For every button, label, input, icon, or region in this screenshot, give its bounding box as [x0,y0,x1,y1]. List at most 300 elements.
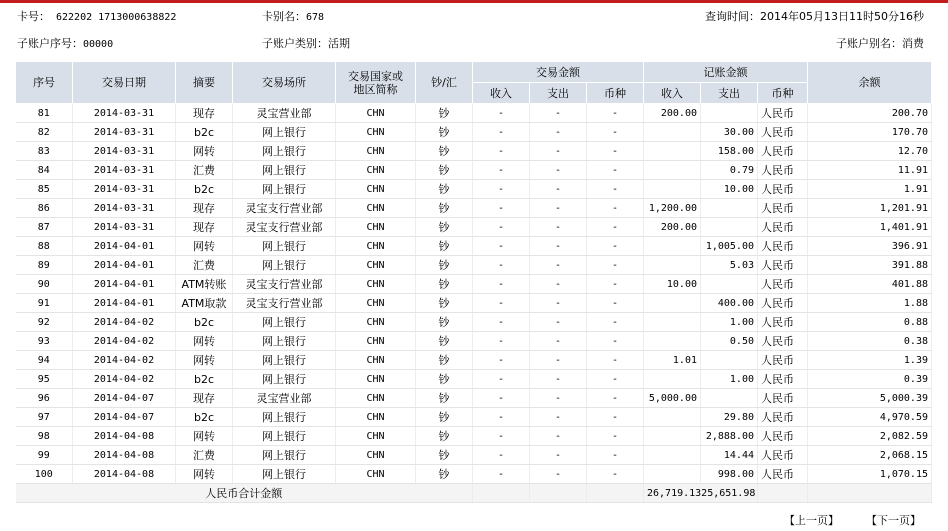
book-currency-cell: 人民币 [758,104,808,123]
total-txn-income [473,484,530,503]
sub-account-alias-label: 子账户别名： [836,37,902,50]
summary-cell: 汇费 [176,161,233,180]
book-income-cell: 200.00 [644,218,701,237]
seq-cell: 95 [16,370,73,389]
summary-cell: b2c [176,313,233,332]
txn-income-cell: - [473,465,530,484]
col-seq-header: 序号 [16,62,73,104]
query-time-label: 查询时间： [705,10,761,23]
summary-cell: 汇费 [176,446,233,465]
col-cash-header: 钞/汇 [416,62,473,104]
cash-cell: 钞 [416,180,473,199]
book-expense-cell: 29.80 [701,408,758,427]
summary-cell: 现存 [176,389,233,408]
seq-cell: 99 [16,446,73,465]
balance-cell: 1.39 [808,351,932,370]
country-cell: CHN [336,351,416,370]
book-income-cell [644,465,701,484]
date-cell: 2014-04-01 [73,294,176,313]
txn-income-cell: - [473,294,530,313]
book-currency-cell: 人民币 [758,256,808,275]
book-income-cell [644,142,701,161]
table-row [16,332,932,351]
table-row [16,370,932,389]
summary-cell: b2c [176,408,233,427]
book-income-cell: 1,200.00 [644,199,701,218]
table-row [16,465,932,484]
txn-expense-cell: - [530,104,587,123]
seq-cell: 86 [16,199,73,218]
book-income-cell [644,313,701,332]
seq-cell: 96 [16,389,73,408]
balance-cell: 2,082.59 [808,427,932,446]
balance-cell: 2,068.15 [808,446,932,465]
balance-cell: 200.70 [808,104,932,123]
total-balance [808,484,932,503]
country-cell: CHN [336,370,416,389]
txn-expense-cell: - [530,408,587,427]
txn-income-cell: - [473,446,530,465]
place-cell: 网上银行 [233,332,336,351]
book-expense-cell: 1,005.00 [701,237,758,256]
date-cell: 2014-04-02 [73,351,176,370]
txn-expense-cell: - [530,123,587,142]
total-amount: 26,719.1325,651.98 [644,484,758,503]
total-label: 人民币合计金额 [16,484,473,503]
txn-expense-cell: - [530,275,587,294]
cash-cell: 钞 [416,313,473,332]
seq-cell: 88 [16,237,73,256]
table-row [16,408,932,427]
book-income-cell: 10.00 [644,275,701,294]
card-alias-value: 678 [306,12,325,23]
sub-account-alias-value: 消费 [902,37,924,50]
col-place-header: 交易场所 [233,62,336,104]
txn-currency-cell: - [587,199,644,218]
txn-income-cell: - [473,332,530,351]
card-number-label: 卡号： [17,10,50,23]
col-txn-expense-header: 支出 [530,83,587,104]
balance-cell: 12.70 [808,142,932,161]
summary-cell: 网转 [176,142,233,161]
balance-cell: 391.88 [808,256,932,275]
prev-page-link[interactable]: 【上一页】 [784,514,839,527]
txn-currency-cell: - [587,218,644,237]
book-currency-cell: 人民币 [758,408,808,427]
txn-income-cell: - [473,389,530,408]
country-cell: CHN [336,389,416,408]
book-income-cell [644,237,701,256]
book-currency-cell: 人民币 [758,199,808,218]
txn-income-cell: - [473,427,530,446]
book-expense-cell: 0.50 [701,332,758,351]
summary-cell: 网转 [176,237,233,256]
book-income-cell [644,446,701,465]
table-row [16,237,932,256]
place-cell: 网上银行 [233,180,336,199]
balance-cell: 5,000.39 [808,389,932,408]
seq-cell: 91 [16,294,73,313]
date-cell: 2014-03-31 [73,180,176,199]
summary-cell: 网转 [176,351,233,370]
book-expense-cell [701,351,758,370]
col-txn-amount-header: 交易金额 [473,62,644,83]
txn-income-cell: - [473,199,530,218]
date-cell: 2014-04-08 [73,427,176,446]
col-book-income-header: 收入 [644,83,701,104]
txn-expense-cell: - [530,294,587,313]
sub-account-seq-field [17,35,113,54]
txn-currency-cell: - [587,237,644,256]
book-currency-cell: 人民币 [758,275,808,294]
seq-cell: 89 [16,256,73,275]
seq-cell: 98 [16,427,73,446]
txn-income-cell: - [473,408,530,427]
col-txn-income-header: 收入 [473,83,530,104]
book-expense-cell: 1.00 [701,370,758,389]
txn-income-cell: - [473,123,530,142]
sub-account-type-field [262,35,350,53]
col-balance-header: 余额 [808,62,932,104]
txn-expense-cell: - [530,427,587,446]
balance-cell: 1.91 [808,180,932,199]
book-expense-cell: 400.00 [701,294,758,313]
txn-currency-cell: - [587,446,644,465]
cash-cell: 钞 [416,161,473,180]
country-cell: CHN [336,199,416,218]
country-cell: CHN [336,446,416,465]
txn-income-cell: - [473,275,530,294]
txn-income-cell: - [473,237,530,256]
place-cell: 网上银行 [233,123,336,142]
total-currency [758,484,808,503]
txn-expense-cell: - [530,256,587,275]
book-currency-cell: 人民币 [758,218,808,237]
date-cell: 2014-04-07 [73,389,176,408]
country-cell: CHN [336,180,416,199]
table-row [16,351,932,370]
txn-currency-cell: - [587,351,644,370]
txn-currency-cell: - [587,123,644,142]
place-cell: 网上银行 [233,446,336,465]
sub-account-seq-label: 子账户序号： [17,37,83,50]
table-row [16,427,932,446]
country-cell: CHN [336,123,416,142]
txn-currency-cell: - [587,332,644,351]
txn-expense-cell: - [530,465,587,484]
query-time-field [705,8,924,26]
table-row [16,161,932,180]
table-row [16,180,932,199]
book-currency-cell: 人民币 [758,332,808,351]
country-cell: CHN [336,256,416,275]
seq-cell: 87 [16,218,73,237]
seq-cell: 94 [16,351,73,370]
summary-cell: b2c [176,123,233,142]
table-header-row [16,62,932,83]
date-cell: 2014-04-02 [73,370,176,389]
summary-cell: b2c [176,180,233,199]
country-cell: CHN [336,465,416,484]
sub-account-type-value: 活期 [328,37,350,50]
date-cell: 2014-04-02 [73,313,176,332]
book-income-cell: 5,000.00 [644,389,701,408]
total-row [16,484,932,503]
book-currency-cell: 人民币 [758,351,808,370]
summary-cell: 网转 [176,427,233,446]
seq-cell: 90 [16,275,73,294]
book-currency-cell: 人民币 [758,389,808,408]
balance-cell: 0.38 [808,332,932,351]
book-expense-cell [701,218,758,237]
balance-cell: 1,201.91 [808,199,932,218]
book-currency-cell: 人民币 [758,294,808,313]
txn-currency-cell: - [587,313,644,332]
total-txn-currency [587,484,644,503]
country-cell: CHN [336,332,416,351]
balance-cell: 0.39 [808,370,932,389]
txn-expense-cell: - [530,389,587,408]
book-expense-cell: 158.00 [701,142,758,161]
place-cell: 网上银行 [233,370,336,389]
col-book-expense-header: 支出 [701,83,758,104]
card-alias-field [262,8,324,27]
balance-cell: 4,970.59 [808,408,932,427]
cash-cell: 钞 [416,142,473,161]
col-country-header: 交易国家或地区简称 [336,62,416,104]
summary-cell: b2c [176,370,233,389]
seq-cell: 83 [16,142,73,161]
seq-cell: 100 [16,465,73,484]
txn-income-cell: - [473,313,530,332]
table-row [16,313,932,332]
cash-cell: 钞 [416,446,473,465]
book-currency-cell: 人民币 [758,161,808,180]
book-currency-cell: 人民币 [758,123,808,142]
country-cell: CHN [336,408,416,427]
seq-cell: 85 [16,180,73,199]
total-txn-expense [530,484,587,503]
seq-cell: 82 [16,123,73,142]
balance-cell: 396.91 [808,237,932,256]
txn-expense-cell: - [530,199,587,218]
book-income-cell [644,180,701,199]
book-expense-cell: 0.79 [701,161,758,180]
date-cell: 2014-04-01 [73,256,176,275]
book-income-cell [644,332,701,351]
balance-cell: 401.88 [808,275,932,294]
cash-cell: 钞 [416,256,473,275]
book-currency-cell: 人民币 [758,465,808,484]
book-expense-cell [701,199,758,218]
txn-expense-cell: - [530,218,587,237]
book-income-cell [644,256,701,275]
cash-cell: 钞 [416,427,473,446]
place-cell: 网上银行 [233,465,336,484]
seq-cell: 84 [16,161,73,180]
txn-currency-cell: - [587,275,644,294]
country-cell: CHN [336,142,416,161]
col-date-header: 交易日期 [73,62,176,104]
country-cell: CHN [336,237,416,256]
cash-cell: 钞 [416,332,473,351]
cash-cell: 钞 [416,123,473,142]
book-income-cell [644,408,701,427]
country-cell: CHN [336,218,416,237]
col-txn-currency-header: 币种 [587,83,644,104]
txn-expense-cell: - [530,142,587,161]
cash-cell: 钞 [416,237,473,256]
book-expense-cell [701,104,758,123]
country-cell: CHN [336,275,416,294]
place-cell: 灵宝支行营业部 [233,199,336,218]
col-book-currency-header: 币种 [758,83,808,104]
book-expense-cell: 998.00 [701,465,758,484]
table-row [16,446,932,465]
balance-cell: 1,401.91 [808,218,932,237]
txn-currency-cell: - [587,465,644,484]
book-income-cell [644,161,701,180]
book-currency-cell: 人民币 [758,370,808,389]
book-currency-cell: 人民币 [758,180,808,199]
txn-income-cell: - [473,104,530,123]
table-row [16,142,932,161]
summary-cell: 汇费 [176,256,233,275]
table-row [16,294,932,313]
cash-cell: 钞 [416,389,473,408]
book-expense-cell: 30.00 [701,123,758,142]
txn-income-cell: - [473,142,530,161]
card-alias-label: 卡别名： [262,10,306,23]
card-number-value: 622202 1713000638822 [56,12,177,23]
txn-currency-cell: - [587,389,644,408]
balance-cell: 1.88 [808,294,932,313]
place-cell: 网上银行 [233,427,336,446]
balance-cell: 170.70 [808,123,932,142]
place-cell: 灵宝营业部 [233,389,336,408]
date-cell: 2014-04-08 [73,465,176,484]
cash-cell: 钞 [416,370,473,389]
book-expense-cell: 14.44 [701,446,758,465]
place-cell: 灵宝支行营业部 [233,275,336,294]
txn-currency-cell: - [587,294,644,313]
seq-cell: 92 [16,313,73,332]
txn-currency-cell: - [587,104,644,123]
info-row-2 [0,35,948,53]
book-income-cell: 1.01 [644,351,701,370]
book-income-cell [644,123,701,142]
card-number-field [17,8,176,27]
country-cell: CHN [336,313,416,332]
table-row [16,256,932,275]
date-cell: 2014-03-31 [73,104,176,123]
summary-cell: 现存 [176,218,233,237]
book-income-cell [644,427,701,446]
cash-cell: 钞 [416,294,473,313]
txn-income-cell: - [473,370,530,389]
date-cell: 2014-04-08 [73,446,176,465]
book-expense-cell [701,389,758,408]
table-row [16,275,932,294]
book-expense-cell: 5.03 [701,256,758,275]
txn-currency-cell: - [587,256,644,275]
summary-cell: 现存 [176,104,233,123]
date-cell: 2014-03-31 [73,218,176,237]
cash-cell: 钞 [416,351,473,370]
book-expense-cell [701,275,758,294]
summary-cell: 网转 [176,332,233,351]
txn-expense-cell: - [530,180,587,199]
seq-cell: 93 [16,332,73,351]
top-accent-line [0,0,948,3]
txn-currency-cell: - [587,408,644,427]
table-row [16,199,932,218]
book-currency-cell: 人民币 [758,313,808,332]
txn-currency-cell: - [587,370,644,389]
txn-currency-cell: - [587,161,644,180]
book-expense-cell: 10.00 [701,180,758,199]
book-expense-cell: 1.00 [701,313,758,332]
txn-income-cell: - [473,161,530,180]
txn-expense-cell: - [530,351,587,370]
txn-expense-cell: - [530,313,587,332]
book-expense-cell: 2,888.00 [701,427,758,446]
summary-cell: 现存 [176,199,233,218]
date-cell: 2014-04-01 [73,275,176,294]
date-cell: 2014-03-31 [73,199,176,218]
txn-currency-cell: - [587,142,644,161]
table-row [16,218,932,237]
cash-cell: 钞 [416,218,473,237]
query-time-value: 2014年05月13日11时50分16秒 [760,10,924,23]
summary-cell: ATM取款 [176,294,233,313]
date-cell: 2014-04-07 [73,408,176,427]
place-cell: 网上银行 [233,256,336,275]
date-cell: 2014-04-02 [73,332,176,351]
txn-income-cell: - [473,256,530,275]
place-cell: 网上银行 [233,161,336,180]
place-cell: 灵宝支行营业部 [233,294,336,313]
place-cell: 网上银行 [233,408,336,427]
next-page-link[interactable]: 【下一页】 [866,514,921,527]
sub-account-seq-value: 00000 [83,39,114,50]
book-currency-cell: 人民币 [758,142,808,161]
table-body [16,104,932,484]
balance-cell: 0.88 [808,313,932,332]
country-cell: CHN [336,427,416,446]
info-row-1 [0,8,948,26]
place-cell: 网上银行 [233,142,336,161]
book-income-cell [644,294,701,313]
col-book-amount-header: 记账金额 [644,62,808,83]
txn-expense-cell: - [530,161,587,180]
transaction-table [15,61,932,503]
place-cell: 网上银行 [233,237,336,256]
seq-cell: 81 [16,104,73,123]
balance-cell: 11.91 [808,161,932,180]
book-income-cell: 200.00 [644,104,701,123]
txn-income-cell: - [473,180,530,199]
table-row [16,104,932,123]
txn-expense-cell: - [530,332,587,351]
txn-currency-cell: - [587,180,644,199]
place-cell: 网上银行 [233,351,336,370]
cash-cell: 钞 [416,104,473,123]
country-cell: CHN [336,104,416,123]
table-row [16,389,932,408]
txn-expense-cell: - [530,446,587,465]
sub-account-alias-field [836,35,924,53]
